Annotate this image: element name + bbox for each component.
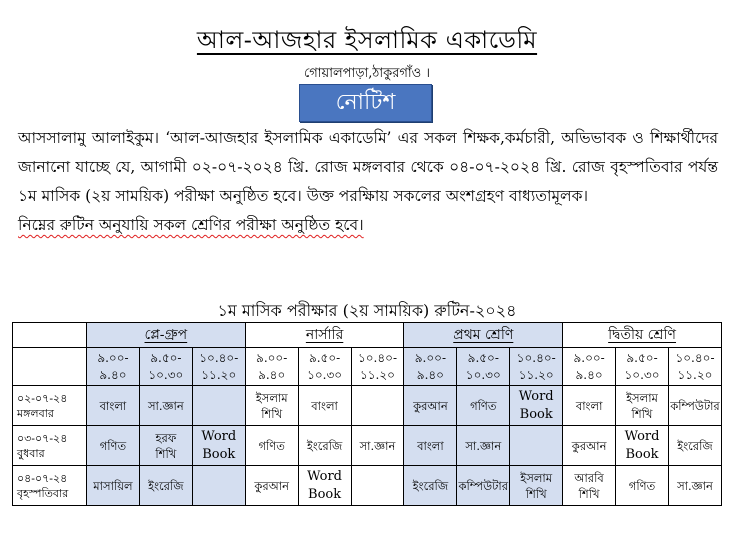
time-slot: [457, 348, 510, 386]
subject-name: কুরআন: [254, 478, 289, 493]
subject-name: গণিত: [470, 398, 497, 413]
subject-name: ইংরেজি: [677, 438, 713, 453]
subject-cell: [87, 466, 140, 506]
group-header: দ্বিতীয় শ্রেণি: [563, 323, 722, 348]
time-start: ১০.৪০-: [516, 350, 556, 365]
subject-cell: [192, 466, 245, 506]
group-header-row: [13, 323, 722, 348]
time-end: ১১.২০: [201, 367, 237, 382]
subject-name: কুরআন: [413, 398, 448, 413]
exam-day: বৃহস্পতিবার: [17, 486, 69, 500]
time-end: ১১.২০: [359, 367, 395, 382]
subject-name: ইংরেজি: [148, 478, 184, 493]
time-end: ১০.৩০: [465, 367, 501, 382]
subject-name: বাংলা: [417, 438, 444, 453]
subject-cell: [404, 426, 457, 466]
time-start: ৯.০০-: [256, 350, 288, 365]
subject-name: Book: [519, 406, 553, 422]
exam-day-row: [13, 426, 722, 466]
exam-date: ০২-০৭-২৪: [17, 391, 68, 405]
subject-name: Word: [307, 468, 342, 484]
subject-cell: [668, 386, 721, 426]
exam-date-cell: [13, 426, 87, 466]
time-slot: [139, 348, 192, 386]
subject-cell: [298, 426, 351, 466]
subject-name: শিখি: [261, 406, 283, 421]
subject-cell: [563, 426, 616, 466]
time-start: ১০.৪০-: [199, 350, 239, 365]
time-slot: [298, 348, 351, 386]
subject-cell: [298, 386, 351, 426]
subject-name: বাংলা: [311, 398, 338, 413]
subject-name: সা.জ্ঞান: [465, 438, 502, 453]
time-end: ৯.৪০: [99, 367, 127, 382]
subject-name: Book: [308, 486, 342, 502]
time-slot: [563, 348, 616, 386]
subject-cell: [351, 386, 404, 426]
subject-name: ইসলাম: [626, 390, 658, 405]
exam-day-row: [13, 466, 722, 506]
notice-banner: নোটিশ: [299, 84, 432, 122]
notice-body: [18, 124, 718, 240]
time-start: ৯.০০-: [97, 350, 129, 365]
subject-name: শিখি: [631, 406, 653, 421]
time-end: ১০.৩০: [148, 367, 184, 382]
subject-cell: [351, 466, 404, 506]
subject-cell: [404, 466, 457, 506]
exam-date: ০৩-০৭-২৪: [17, 431, 68, 445]
routine-table: [12, 322, 722, 506]
subject-cell: [668, 466, 721, 506]
time-slot: [404, 348, 457, 386]
time-start: ৯.৫০-: [308, 350, 341, 365]
subject-name: বাংলা: [575, 398, 603, 413]
time-slot-row: [13, 348, 722, 386]
subject-name: গণিত: [258, 438, 285, 453]
subject-name: কুরআন: [571, 438, 607, 453]
time-end: ১১.২০: [677, 367, 713, 382]
notice-paragraph-2: নিম্নের রুটিন অনুযায়ি সকল শ্রেণির পরীক্ষা অনুষ্ঠিত হবে।: [18, 216, 364, 234]
subject-name: শিখি: [578, 486, 600, 501]
subject-cell: [404, 386, 457, 426]
subject-cell: [616, 426, 669, 466]
school-name: আল-আজহার ইসলামিক একাডেমি: [196, 26, 538, 54]
time-end: ৯.৪০: [575, 367, 603, 382]
subject-name: বাংলা: [99, 398, 127, 413]
time-end: ১০.৩০: [624, 367, 660, 382]
exam-date-cell: [13, 466, 87, 506]
group-header: প্রথম শ্রেণি: [404, 323, 563, 348]
subject-name: সা.জ্ঞান: [677, 478, 713, 493]
subject-name: কম্পিউটার: [670, 398, 720, 413]
subject-name: শিখি: [155, 446, 177, 461]
group-header: নার্সারি: [245, 323, 404, 348]
subject-cell: [510, 466, 563, 506]
corner-cell: [13, 323, 87, 348]
subject-cell: [563, 386, 616, 426]
subject-cell: [245, 386, 298, 426]
time-start: ৯.৫০-: [626, 350, 658, 365]
subject-cell: [510, 386, 563, 426]
subject-cell: [457, 466, 510, 506]
subject-cell: [87, 426, 140, 466]
subject-cell: [192, 426, 245, 466]
time-end: ৯.৪০: [416, 367, 444, 382]
subject-name: Word: [518, 388, 554, 404]
time-slot: [616, 348, 669, 386]
subject-cell: [139, 386, 192, 426]
exam-day: বুধবার: [17, 446, 45, 460]
time-slot: [510, 348, 563, 386]
notice-paragraph-1: আসসালামু আলাইকুম। ‘আল-আজহার ইসলামিক একাডেমি’ এর সকল শিক্ষক,কর্মচারী, অভিভাবক ও শিক্ষার্থীদের জানানো যাচ্ছে যে, আগামী ০২-০৭-২০২৪ খ্রি. রোজ মঙ্গলবার থেকে ০৪-০৭-২০২৪ খ্রি. রোজ বৃহস্পতিবার পর্যন্ত ১ম মাসিক (২য় সাময়িক) পরীক্ষা অনুষ্ঠিত হবে। উক্ত পরক্ষিায় সকলের অংশগ্রহণ বাধ্যতামূলক।: [18, 129, 718, 205]
time-slot: [351, 348, 404, 386]
subject-name: হরফ: [155, 430, 177, 445]
time-start: ৯.০০-: [573, 350, 605, 365]
subject-cell: [139, 466, 192, 506]
time-slot: [245, 348, 298, 386]
subject-cell: [668, 426, 721, 466]
subject-cell: [245, 466, 298, 506]
subject-cell: [298, 466, 351, 506]
time-end: ১০.৩০: [307, 367, 343, 382]
subject-name: মাসায়িল: [93, 478, 133, 493]
subject-name: কম্পিউটার: [458, 478, 509, 493]
subject-cell: [351, 426, 404, 466]
school-address: গোয়ালপাড়া,ঠাকুরগাঁও ।: [303, 66, 431, 81]
subject-cell: [616, 386, 669, 426]
subject-cell: [139, 426, 192, 466]
subject-cell: [563, 466, 616, 506]
subject-name: সা.জ্ঞান: [147, 398, 184, 413]
time-start: ৯.৫০-: [467, 350, 499, 365]
time-start: ১০.৪০-: [357, 350, 398, 365]
subject-name: সা.জ্ঞান: [359, 438, 396, 453]
time-slot: [668, 348, 721, 386]
subject-name: ইসলাম: [255, 390, 288, 405]
time-start: ৯.০০-: [414, 350, 447, 365]
subject-cell: [457, 386, 510, 426]
exam-date-cell: [13, 386, 87, 426]
subject-name: শিখি: [525, 486, 547, 501]
subject-cell: [192, 386, 245, 426]
subject-cell: [457, 426, 510, 466]
exam-day: মঙ্গলবার: [17, 406, 54, 420]
subject-cell: [616, 466, 669, 506]
subject-name: Word: [201, 428, 237, 444]
subject-name: ইংরেজি: [412, 478, 449, 493]
routine-title: ১ম মাসিক পরীক্ষার (২য় সাময়িক) রুটিন-২০২৪: [217, 301, 517, 320]
time-slot: [87, 348, 140, 386]
subject-name: Word: [624, 428, 660, 444]
subject-cell: [87, 386, 140, 426]
group-header: প্লে-গ্রুপ: [87, 323, 246, 348]
subject-name: গণিত: [628, 478, 656, 493]
subject-name: গণিত: [99, 438, 127, 453]
time-slot: [192, 348, 245, 386]
time-start: ৯.৫০-: [150, 350, 182, 365]
time-start: ১০.৪০-: [675, 350, 715, 365]
subject-name: ইসলাম: [520, 470, 553, 485]
subject-name: Book: [202, 446, 236, 462]
exam-day-row: [13, 386, 722, 426]
subject-name: Book: [625, 446, 659, 462]
corner-cell: [13, 348, 87, 386]
exam-date: ০৪-০৭-২৪: [17, 471, 68, 485]
time-end: ১১.২০: [518, 367, 554, 382]
subject-cell: [510, 426, 563, 466]
subject-cell: [245, 426, 298, 466]
subject-name: ইংরেজি: [306, 438, 343, 453]
subject-name: আরবি: [574, 470, 604, 485]
time-end: ৯.৪০: [258, 367, 286, 382]
